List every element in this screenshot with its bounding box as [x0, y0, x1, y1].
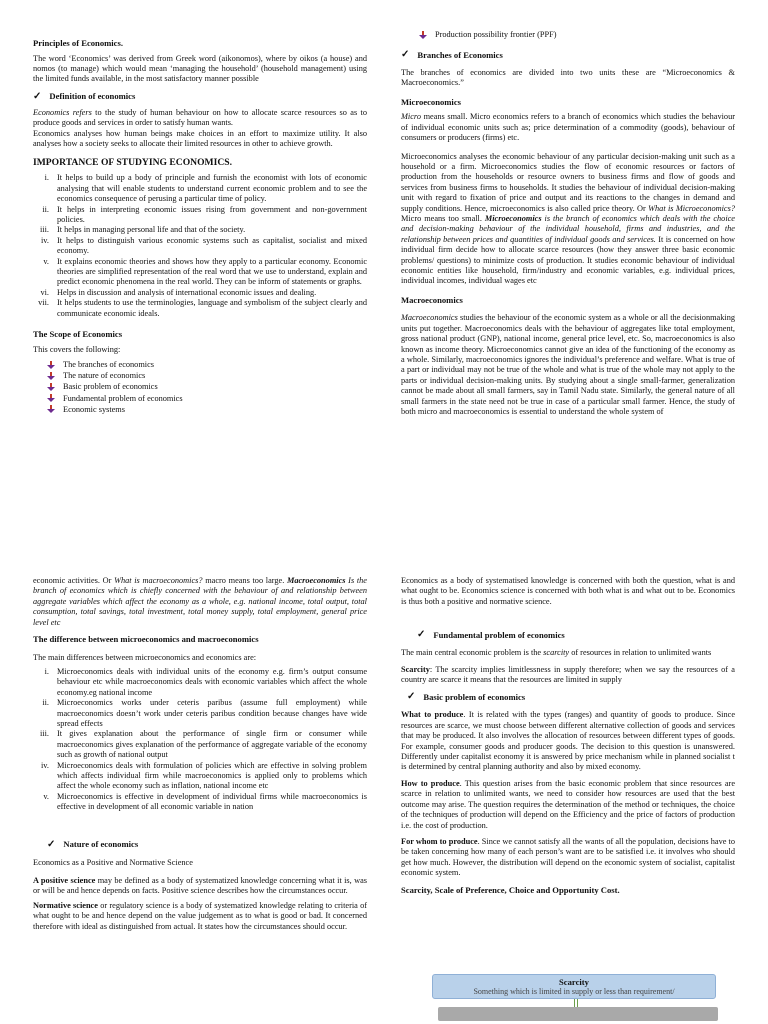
- scope-item: [47, 393, 367, 404]
- list-item-text: Helps in discussion and analysis of international economic issues and dealing.: [57, 287, 317, 297]
- scope-item-label: Economic systems: [63, 404, 125, 414]
- normative-science-paragraph: Normative science or regulatory science is a body of systematized knowledge relating to criteria of what ought to be and hence depend on the value judgement as to what is good or bad. It concerned therefore with ideal as distinguished from actual. It states how the circumstances should occur.: [33, 900, 368, 931]
- list-item: [33, 761, 367, 792]
- list-item-number: v.: [43, 256, 49, 266]
- next-box: [438, 1007, 718, 1021]
- definition-paragraph: Economics refers to the study of human behaviour on how to allocate scarce resources so as to produce goods and services in order to satisfy human wants.: [33, 107, 367, 128]
- checkmark-icon: ✓: [401, 49, 410, 60]
- list-item-text: It explains economic theories and shows how they apply to a particular economy. Economic theories are simplified representation of the real word that we use to understand, explain and predict economic phenomena in the real world. They can be inform of statements or graphs.: [57, 256, 367, 287]
- scope-item-label: Basic problem of economics: [63, 382, 158, 392]
- page-top-right: [384, 0, 768, 552]
- page-top-left: [0, 0, 384, 552]
- scarcity-scale-heading: Scarcity, Scale of Preference, Choice and Opportunity Cost.: [401, 884, 620, 895]
- nature-heading: ✓ Nature of economics: [47, 838, 139, 850]
- list-item-number: iv.: [41, 760, 49, 770]
- list-item-text: Microeconomics deals with formulation of policies which are effective in solving problem which affects individual firm while macroeconomics is applied only to problems which affect the whole economy such as inflation, national income etc: [57, 760, 367, 791]
- scope-item: [47, 370, 367, 381]
- scarcity-box-subtitle: Something which is limited in supply or less than requirement/: [473, 987, 675, 996]
- page-bottom-left: [0, 562, 384, 1024]
- scarcity-paragraph: Scarcity: The scarcity implies limitlessness in supply therefore; when we say the resources of a country are scarce it means that the resources are limited in supply: [401, 664, 735, 685]
- arrow-bullet-icon: [47, 372, 55, 380]
- macro-heading: Macroeconomics: [401, 294, 463, 305]
- positive-science-paragraph: A positive science may be defined as a body of systematized knowledge concerning what it is, was or will be and hence depends on facts. Positive science describes how the circumstances occur.: [33, 876, 367, 896]
- what-to-produce-paragraph: What to produce. It is related with the types (ranges) and quantity of goods to produce. Since resources are scarce, we must choose between different alternative collection of goods and services that may be produced. It also involves the allocation of resources between different types of goods. For example, consumer goods and producer goods. The decision to this question is unanswered. Differently under capitalist economy it is answered by price mechanism while in planned socialist t is determined by central planning authority and also by mixed economy.: [401, 710, 735, 772]
- fundamental-paragraph: The main central economic problem is the scarcity of resources in relation to unlimited wants: [401, 648, 712, 658]
- list-item: [33, 667, 367, 698]
- list-item: [33, 225, 367, 235]
- micro-paragraph-2: Microeconomics analyses the economic behaviour of any particular decision-making unit such as a household or a firm. Microeconomics studies the flow of economic resources or factors of production from the households or resource owners to business firms and flow of goods and services from business firms to households. It studies the behaviour of individual decision-making unit with regard to fixation of price and output and its reactions to the changes in demand and supply conditions. Hence, microeconomics is also called price theory. Or What is Microeconomics? Micro means too small. Microeconomics is the branch of economics which deals with the choice and decision-making behaviour of the individual household, firms and industries, and the relationship between prices and quantities of individual goods and services. It is concerned on how individual firm decide how to allocate scarce resources (how they answer three basic economic problems/ questions) to minimize costs of production. It studies economic behaviour of individual economic entities like household, firm/industry and economic variables, e.g. individual prices, individual incomes, individual wages etc: [401, 151, 735, 286]
- list-item: [33, 729, 367, 760]
- scarcity-diagram: [432, 974, 716, 1021]
- column: [401, 576, 735, 900]
- checkmark-icon: ✓: [417, 629, 426, 641]
- page-bottom-right: [384, 562, 768, 1024]
- list-item: [33, 288, 367, 298]
- list-item-number: vi.: [40, 287, 49, 297]
- definition-paragraph-2: Economics analyses how human beings make choices in an effort to maximize utility. It also analyses how a society seeks to allocate their limited resources in other to achieve growth.: [33, 128, 367, 148]
- branches-heading: ✓ Branches of Economics: [401, 49, 503, 60]
- importance-heading: IMPORTANCE OF STUDYING ECONOMICS.: [33, 157, 233, 169]
- arrow-bullet-icon: [47, 405, 55, 413]
- scarcity-box-title: Scarcity: [559, 977, 589, 987]
- column: [33, 32, 367, 415]
- list-item-text: Microeconomics works under ceteris paribus (assume full employment) while macroeconomics doesn’t work under ceteris paribus condition because changes have wide spread effects: [57, 698, 367, 728]
- basic-problem-heading: ✓ Basic problem of economics: [407, 691, 526, 703]
- list-item-text: Microeconomics is effective in development of individual firms while macroeconomics is effective in development of all economic variable in nation: [57, 791, 367, 812]
- intro-paragraph: The word ‘Economics’ was derived from Greek word (aikonomos), where by oikos (a house) and nomos (to manage) which would mean ‘managing the household’ (household management) using the limited funds available, in the most satisfactory manner possible: [33, 53, 367, 84]
- scope-item-label: The branches of economics: [63, 359, 154, 369]
- list-item-number: ii.: [42, 204, 49, 214]
- list-item: [33, 698, 367, 729]
- list-item-number: iii.: [40, 225, 49, 235]
- list-item-number: ii.: [42, 698, 49, 708]
- scope-item-label: The nature of economics: [63, 371, 146, 381]
- for-whom-paragraph: For whom to produce. Since we cannot satisfy all the wants of all the population, decisions have to be taken concerning how many of each person’s want are to be satisfied i.e. it involves who should get how much. However, the distribution will depend on the economic system of socialist, capitalist economic system.: [401, 836, 735, 878]
- scarcity-box: [432, 974, 716, 999]
- checkmark-icon: ✓: [47, 838, 56, 850]
- difference-list: [33, 667, 367, 813]
- scope-item: [47, 381, 367, 392]
- scope-heading: The Scope of Economics: [33, 329, 123, 340]
- list-item: [33, 205, 367, 226]
- macro-continued-paragraph: economic activities. Or What is macroeconomics? macro means too large. Macroeconomics Is the branch of economics which is chiefly concerned with the behaviour of and relationship between aggregate variables which affect the economy as a whole, e.g. national income, total output, total consumption, total savings, total investment, total money supply, total employment, general price level etc: [33, 576, 367, 627]
- checkmark-icon: ✓: [407, 691, 416, 703]
- list-item-number: vii.: [38, 298, 49, 308]
- list-item-text: It helps in interpreting economic issues rising from government and non-government policies.: [57, 204, 367, 224]
- micro-paragraph-1: Micro means small. Micro economics refers to a branch of economics which studies the behaviour of individual economic units such as; price determination of a commodity (goods), behaviour of consumers or producers (firms) etc.: [401, 112, 735, 143]
- list-item-text: It helps in managing personal life and that of the society.: [57, 225, 246, 235]
- arrow-bullet-icon: [419, 31, 427, 39]
- importance-list: [33, 173, 367, 319]
- list-item-number: iii.: [40, 729, 49, 739]
- arrow-bullet-icon: [47, 394, 55, 402]
- difference-heading: The difference between microeconomics and macroeconomics: [33, 634, 259, 645]
- list-item-text: It helps students to use the terminologies, language and symbolism of the subject clearly and communicate economic ideals.: [57, 298, 367, 318]
- diagram-connector: [432, 999, 716, 1007]
- micro-heading: Microeconomics: [401, 96, 461, 107]
- how-to-produce-paragraph: How to produce. This question arises from the basic economic problem that since resources are scarce in relation to unlimited wants, we need to consider how resources are used that the best outcome may arise. The question requires the determination of the method or techniques, the choice of the techniques of production will depend on the Efficiency and the price of factors of production i.e. the cost of production.: [401, 778, 736, 830]
- difference-intro: The main differences between microeconomics and economics are:: [33, 652, 257, 662]
- scope-item: [47, 359, 367, 370]
- arrow-bullet-icon: [47, 383, 55, 391]
- scope-item: [47, 404, 367, 415]
- positive-normative-paragraph: Economics as a body of systematised knowledge is concerned with both the question, what is and what ought to be. Economics science is concerned with both what is and what out to be. Economics is thus both a positive and normative science.: [401, 576, 735, 606]
- list-item: [33, 236, 367, 257]
- column: [33, 576, 367, 936]
- list-item: [33, 792, 367, 813]
- list-item: [33, 298, 367, 319]
- list-item-number: v.: [43, 791, 49, 801]
- scope-item-label: Fundamental problem of economics: [63, 393, 183, 403]
- checkmark-icon: ✓: [33, 90, 42, 102]
- fundamental-heading: ✓ Fundamental problem of economics: [417, 629, 565, 641]
- list-item-text: It gives explanation about the performance of single firm or consumer while macroeconomics gives explanation of the performance of aggregate variable of the economy such as growth of national output: [57, 729, 367, 760]
- ppf-item: Production possibility frontier (PPF): [419, 30, 735, 39]
- branches-paragraph: The branches of economics are divided into two units these are “Microeconomics & Macroeconomics.”: [401, 68, 735, 88]
- scope-list: [33, 359, 367, 415]
- scope-intro: This covers the following:: [33, 344, 121, 354]
- definition-heading: ✓ Definition of economics: [33, 90, 136, 102]
- list-item: [33, 257, 367, 288]
- list-item-text: Microeconomics deals with individual units of the economy e.g. firm’s output consume behaviour etc while macroeconomics deals with economic variables which affect the whole economy.eg national income: [57, 666, 367, 697]
- nature-intro: Economics as a Positive and Normative Science: [33, 857, 193, 867]
- list-item-number: i.: [44, 173, 49, 183]
- list-item-text: It helps to distinguish various economic systems such as capitalist, socialist and mixed economy.: [57, 235, 367, 256]
- list-item: [33, 173, 367, 204]
- section-title: Principles of Economics.: [33, 38, 123, 48]
- list-item-number: iv.: [41, 235, 49, 245]
- arrow-bullet-icon: [47, 361, 55, 369]
- column: [401, 30, 735, 421]
- list-item-number: i.: [44, 666, 49, 676]
- macro-paragraph: Macroeconomics studies the behaviour of the economic system as a whole or all the decisionmaking units put together. Macroeconomics deals with the behaviour of aggregates like total employment, gross national product (GNP), national income, general price level, etc. So, macroeconomics is also known as income theory. Microeconomics cannot give an idea of the functioning of the economy as a whole. Similarly, macroeconomics ignores the individual’s preference and welfare. What is true of a part or individual may not be true of the whole and what is true of the whole may not apply to the parts or individual decision-making units. By studying about a single small-farmer, generalization cannot be made about all small farmers, say in Tamil Nadu state. Similarly, the general nature of all small farmers in the state need not be true in case of a particular small farmer. Hence, the study of both micro and macroeconomics is essential to understand the whole system of: [401, 313, 735, 416]
- list-item-text: It helps to build up a body of principle and furnish the economist with lots of economic analysing that will enable students to understand current economic problem and to see the economics consequence of perusing a particular time of policy.: [57, 173, 367, 204]
